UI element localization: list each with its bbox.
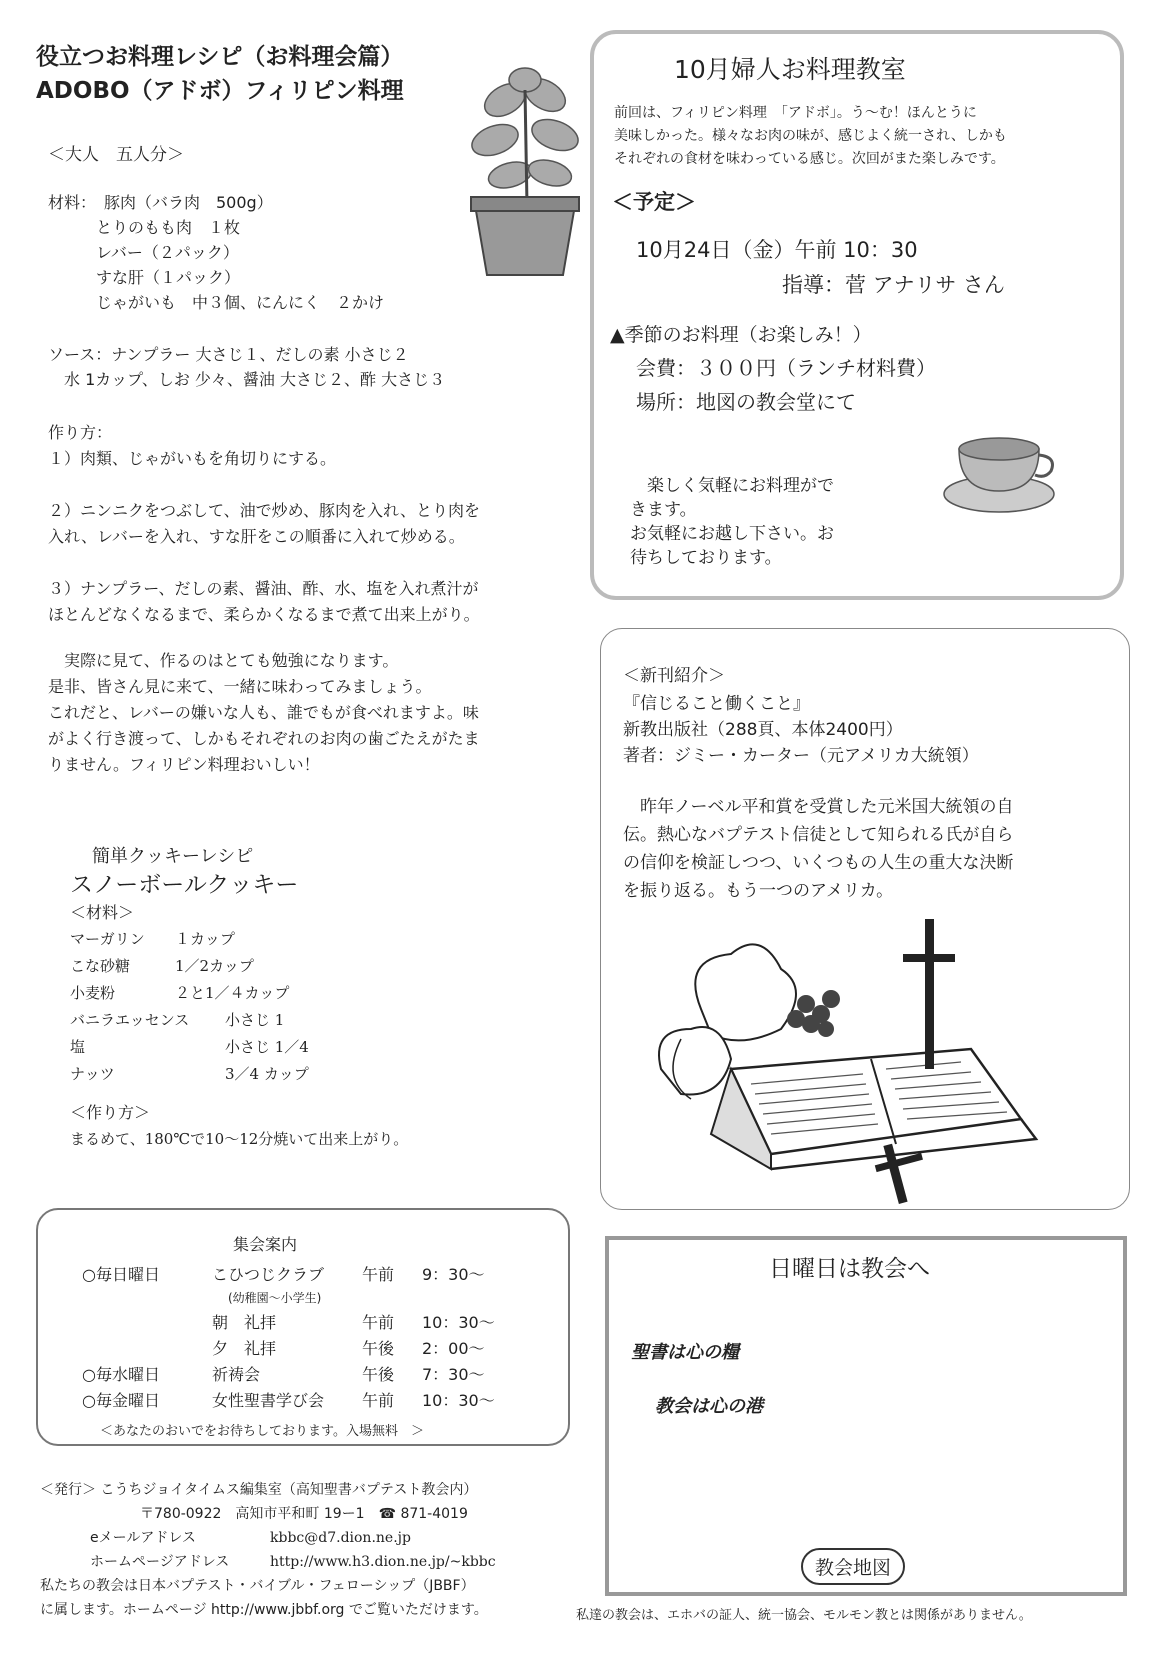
sunday-church-box (605, 1236, 1127, 1596)
cookie-item-name: 小麦粉 (70, 984, 116, 1002)
book-name: 『信じること働くこと』 (623, 694, 810, 714)
meeting-ampm: 午後 (362, 1364, 395, 1384)
class-fee: 会費：３００円（ランチ材料費） (636, 356, 936, 380)
invite-text (630, 474, 834, 570)
cookie-item-qty: 小さじ 1 (225, 1011, 285, 1029)
meeting-time: 7：30～ (422, 1364, 485, 1384)
class-place: 場所：地図の教会堂にて (636, 390, 856, 414)
method-step: 入れ、レバーを入れ、すな肝をこの順番に入れて炒める。 (48, 527, 465, 546)
class-guide: 指導：菅 アナリサ さん (782, 273, 1005, 297)
plan-heading: ＜予定＞ (612, 190, 696, 214)
cookie-item-name: ナッツ (70, 1065, 115, 1083)
publisher-line: 私たちの教会は日本バプテスト・バイブル・フェローシップ（JBBF） (40, 1578, 475, 1594)
teacup-illustration (939, 419, 1059, 519)
cookie-item (70, 980, 309, 1007)
meeting-event: 朝 礼拝 (212, 1312, 277, 1332)
method-step: １）肉類、じゃがいもを角切りにする。 (48, 449, 337, 468)
cookie-item-qty: ２と1／４カップ (175, 984, 290, 1002)
sauce (48, 342, 445, 392)
meeting-time: 2：00～ (422, 1338, 485, 1358)
cookie-item-name: マーガリン (70, 930, 145, 948)
book-desc-line: 伝。熱心なバプテスト信徒として知られる氏が自ら (623, 825, 1014, 845)
book-section-title: ＜新刊紹介＞ (623, 666, 725, 686)
meeting-row (82, 1334, 495, 1360)
cookie-item (70, 1061, 309, 1088)
meeting-event: 祈祷会 (212, 1364, 261, 1384)
book-author: 著者：ジミー・カーター（元アメリカ大統領） (623, 746, 979, 766)
publisher-line: に属します。ホームページ http://www.jbbf.org でご覧いただけます。 (40, 1602, 488, 1618)
meeting-row (82, 1386, 495, 1412)
sauce-line: ソース：ナンプラー 大さじ１、だしの素 小さじ２ (48, 345, 409, 364)
cookie-ingredients-title: ＜材料＞ (70, 903, 135, 922)
ingredient-line: すな肝（１パック） (48, 268, 241, 287)
cookie-item-name: 塩 (70, 1038, 86, 1056)
invite-line: 待ちしております。 (630, 548, 782, 568)
email-link[interactable]: kbbc@d7.dion.ne.jp (270, 1530, 411, 1546)
servings: ＜大人 五人分＞ (48, 145, 184, 165)
cookie-subtitle: スノーボールクッキー (70, 872, 299, 898)
method-step: ほとんどなくなるまで、柔らかくなるまで煮て出来上がり。 (48, 605, 480, 624)
comment-line: 実際に見て、作るのはとても勉強になります。 (48, 651, 399, 670)
ingredient-line: とりのもも肉 １枚 (48, 218, 241, 237)
book-desc-line: の信仰を検証しつつ、いくつもの人生の重大な決断 (623, 853, 1014, 873)
cookie-title: 簡単クッキーレシピ (92, 846, 254, 867)
cookie-item-qty: 3／4 カップ (225, 1065, 309, 1083)
cooking-class-box (590, 30, 1124, 600)
invite-line: 楽しく気軽にお料理がで (630, 476, 834, 496)
meeting-event: こひつじクラブ (212, 1264, 325, 1284)
new-book-box (600, 628, 1130, 1210)
invite-line: きます。 (630, 500, 697, 520)
meeting-day: ○毎水曜日 (82, 1364, 160, 1384)
cookie-item-qty: １カップ (175, 930, 235, 948)
invite-line: お気軽にお越し下さい。お (630, 524, 834, 544)
ingredient-line: レバー（２パック） (48, 243, 239, 262)
book-desc-line: を振り返る。もう一つのアメリカ。 (623, 881, 894, 901)
meeting-ampm: 午前 (362, 1264, 395, 1284)
cookie-method-title: ＜作り方＞ (70, 1103, 151, 1122)
meeting-ampm: 午前 (362, 1312, 395, 1332)
comment-line: りません。フィリピン料理おいしい！ (48, 755, 320, 774)
season-dish: ▲季節のお料理（お楽しみ！） (610, 324, 872, 346)
meeting-row (82, 1260, 495, 1286)
sunday-title: 日曜日は教会へ (769, 1256, 930, 1282)
cookie-item (70, 1007, 309, 1034)
meeting-event: 夕 礼拝 (212, 1338, 277, 1358)
publisher-info (40, 1478, 496, 1622)
bible-cross-illustration (641, 919, 1081, 1209)
homepage-link[interactable]: http://www.h3.dion.ne.jp/~kbbc (270, 1554, 496, 1570)
cookie-item-name: こな砂糖 (70, 957, 131, 975)
ingredient-line: 材料： 豚肉（バラ肉 500g） (48, 193, 273, 212)
class-text-line: 美味しかった。様々なお肉の味が、感じよく統一され、しかも (614, 128, 1007, 144)
class-date: 10月24日（金）午前 10：30 (636, 238, 918, 262)
meeting-time: 10：30～ (422, 1312, 495, 1332)
comment-line: 是非、皆さん見に来て、一緒に味わってみましょう。 (48, 677, 432, 696)
homepage-label: ホームページアドレス (90, 1554, 230, 1570)
book-description (623, 793, 1014, 905)
recipe-title: 役立つお料理レシピ（お料理会篇） (36, 44, 404, 70)
meeting-ampm: 午前 (362, 1390, 395, 1410)
cookie-item (70, 1034, 309, 1061)
meeting-day: ○毎日曜日 (82, 1264, 160, 1284)
ingredients-list (48, 190, 384, 315)
cookie-method: まるめて、180℃で10～12分焼いて出来上がり。 (70, 1130, 409, 1148)
class-text (614, 102, 1007, 171)
email-row (40, 1526, 496, 1550)
meeting-schedule (36, 1208, 570, 1446)
meeting-note: ＜あなたのおいでをお待ちしております。入場無料 ＞ (100, 1424, 424, 1439)
disclaimer: 私達の教会は、エホバの証人、統一協会、モルモン教とは関係がありません。 (576, 1608, 1032, 1623)
plant-illustration (455, 55, 595, 285)
cookie-ingredients (70, 926, 309, 1088)
cookie-item-name: バニラエッセンス (70, 1011, 190, 1029)
meeting-row (82, 1286, 495, 1308)
class-text-line: 前回は、フィリピン料理 「アドボ」。う～む！ほんとうに (614, 105, 977, 121)
method-step: ２）ニンニクをつぶして、油で炒め、豚肉を入れ、とり肉を (48, 501, 481, 520)
homepage-row (40, 1550, 496, 1574)
meeting-time: 10：30～ (422, 1390, 495, 1410)
publisher-line: ＜発行＞ こうちジョイタイムス編集室（高知聖書バプテスト教会内） (40, 1482, 478, 1498)
meeting-day: ○毎金曜日 (82, 1390, 160, 1410)
meeting-title: 集会案内 (233, 1235, 298, 1254)
meeting-ampm: 午後 (362, 1338, 395, 1358)
book-publisher: 新教出版社（288頁、本体2400円） (623, 720, 903, 740)
motto-church: 教会は心の港 (655, 1396, 763, 1417)
cookie-item-qty: 1／2カップ (175, 957, 254, 975)
meeting-row (82, 1360, 495, 1386)
meeting-event: (幼稚園～小学生) (228, 1290, 322, 1305)
meeting-row (82, 1308, 495, 1334)
meeting-event: 女性聖書学び会 (212, 1390, 325, 1410)
sauce-line: 水 1カップ、しお 少々、醤油 大さじ２、酢 大さじ３ (48, 370, 446, 389)
method-title: 作り方： (48, 423, 113, 442)
method-step: ３）ナンプラー、だしの素、醤油、酢、水、塩を入れ煮汁が (48, 579, 479, 598)
book-desc-line: 昨年ノーベル平和賞を受賞した元米国大統領の自 (623, 797, 1014, 817)
church-map-button[interactable]: 教会地図 (801, 1548, 905, 1585)
cookie-item-qty: 小さじ 1／4 (225, 1038, 309, 1056)
publisher-address: 〒780-0922 高知市平和町 19ー1 ☎ 871-4019 (140, 1506, 468, 1522)
method (48, 420, 480, 628)
recipe-subtitle: ADOBO（アドボ）フィリピン料理 (36, 78, 404, 104)
class-text-line: それぞれの食材を味わっている感じ。次回がまた楽しみです。 (614, 151, 1005, 167)
class-title: 10月婦人お料理教室 (674, 55, 906, 84)
recipe-comment (48, 648, 480, 778)
ingredient-line: じゃがいも 中３個、にんにく ２かけ (48, 293, 385, 312)
meeting-table (82, 1260, 495, 1412)
cookie-item (70, 953, 309, 980)
motto-bible: 聖書は心の糧 (631, 1342, 739, 1363)
email-label: eメールアドレス (90, 1530, 196, 1546)
comment-line: これだと、レバーの嫌いな人も、誰でもが食べれますよ。味 (48, 703, 479, 722)
comment-line: がよく行き渡って、しかもそれぞれのお肉の歯ごたえがたま (48, 729, 480, 748)
meeting-time: 9：30～ (422, 1264, 485, 1284)
cookie-item (70, 926, 309, 953)
